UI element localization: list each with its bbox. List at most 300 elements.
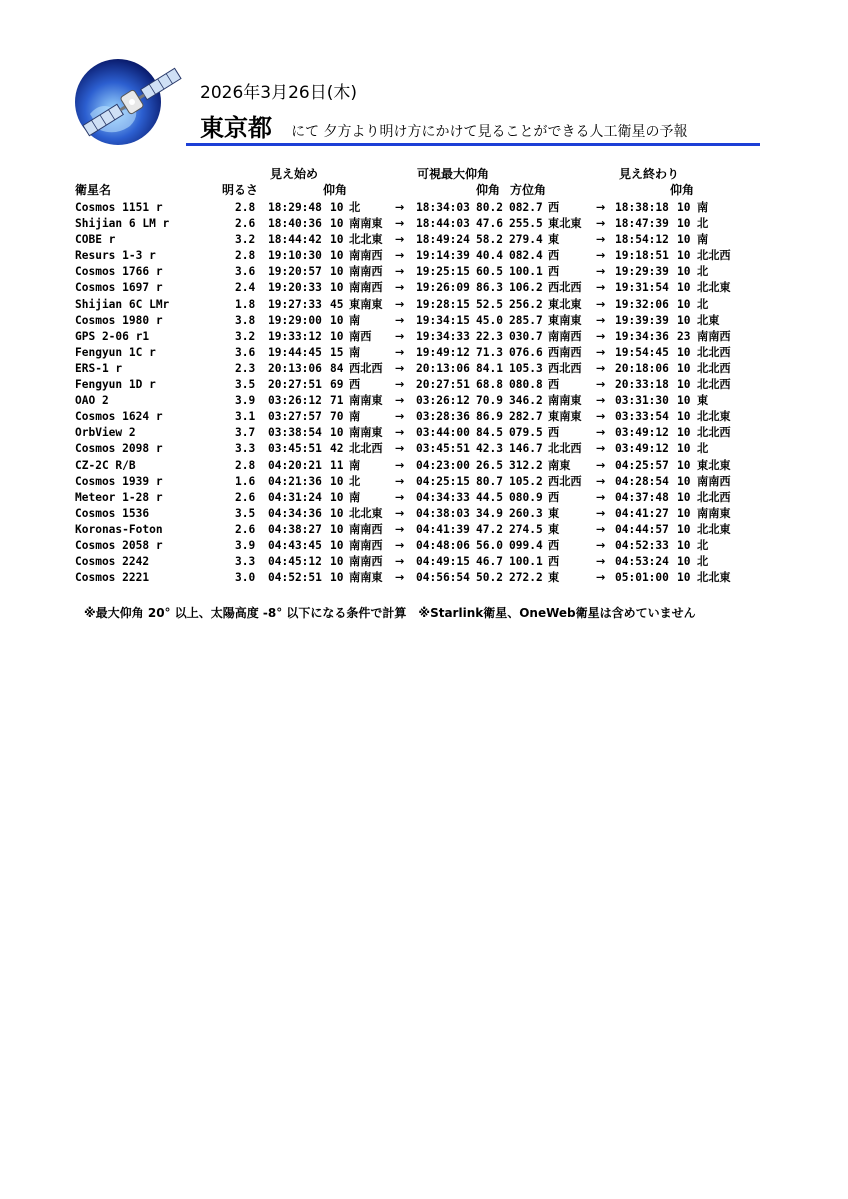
end-elevation: 10 — [677, 522, 691, 536]
table-row — [0, 554, 848, 570]
end-time: 19:29:39 — [615, 265, 669, 279]
table-row — [0, 393, 848, 409]
start-direction: 南 — [349, 458, 361, 472]
start-time: 20:27:51 — [268, 378, 322, 392]
page-title — [200, 108, 688, 143]
max-time: 03:44:00 — [416, 426, 470, 440]
magnitude: 3.2 — [235, 329, 256, 343]
max-time: 04:49:15 — [416, 555, 470, 569]
start-direction: 北 — [349, 201, 361, 214]
satellite-name: GPS 2-06 r1 — [75, 329, 150, 343]
satellite-name: Cosmos 2058 r — [75, 538, 163, 552]
table-row — [0, 506, 848, 522]
arrow-icon: → — [395, 281, 405, 295]
start-direction: 南 — [349, 410, 361, 424]
max-direction: 東 — [548, 571, 560, 585]
arrow-icon: → — [596, 426, 606, 440]
satellite-name: CZ-2C R/B — [75, 458, 136, 472]
start-direction: 南南西 — [349, 281, 383, 295]
start-time: 04:38:27 — [268, 522, 322, 536]
magnitude: 3.6 — [235, 265, 256, 279]
arrow-icon: → — [395, 217, 405, 231]
end-direction: 北北西 — [697, 426, 731, 440]
end-elevation: 10 — [677, 361, 691, 375]
end-time: 18:38:18 — [615, 201, 669, 214]
start-elevation: 69 — [330, 378, 344, 392]
magnitude: 2.6 — [235, 522, 256, 536]
end-direction: 東北東 — [697, 458, 731, 472]
end-elevation: 10 — [677, 201, 691, 214]
magnitude: 3.6 — [235, 345, 256, 359]
max-elevation: 44.5 — [476, 490, 503, 504]
start-time: 03:26:12 — [268, 394, 322, 408]
magnitude: 3.7 — [235, 426, 256, 440]
start-direction: 西 — [349, 378, 361, 392]
city-name: 東京都 — [200, 114, 272, 142]
forecast-table — [0, 200, 848, 586]
max-direction: 西北西 — [548, 361, 582, 375]
table-row — [0, 377, 848, 393]
start-time: 19:20:57 — [268, 265, 322, 279]
max-time: 04:38:03 — [416, 506, 470, 520]
satellite-name: Shijian 6 LM r — [75, 217, 170, 231]
satellite-name: Resurs 1-3 r — [75, 249, 156, 263]
satellite-name: Cosmos 2221 — [75, 571, 150, 585]
arrow-icon: → — [395, 410, 405, 424]
max-elevation: 86.9 — [476, 410, 503, 424]
header-max-group: 可視最大仰角 — [417, 167, 490, 181]
max-elevation: 26.5 — [476, 458, 503, 472]
start-elevation: 10 — [330, 233, 344, 247]
max-elevation: 70.9 — [476, 394, 503, 408]
magnitude: 3.8 — [235, 313, 256, 327]
max-direction: 西 — [548, 538, 560, 552]
end-direction: 北北東 — [697, 281, 731, 295]
end-elevation: 10 — [677, 458, 691, 472]
max-azimuth: 076.6 — [509, 345, 543, 359]
max-azimuth: 106.2 — [509, 281, 543, 295]
satellite-name: Cosmos 1766 r — [75, 265, 163, 279]
end-time: 03:33:54 — [615, 410, 669, 424]
max-azimuth: 312.2 — [509, 458, 543, 472]
arrow-icon: → — [596, 506, 606, 520]
start-time: 03:45:51 — [268, 442, 322, 456]
max-elevation: 34.9 — [476, 506, 503, 520]
arrow-icon: → — [596, 522, 606, 536]
header-start-group: 見え始め — [270, 167, 319, 181]
start-elevation: 10 — [330, 313, 344, 327]
satellite-name: Koronas-Foton — [75, 522, 163, 536]
arrow-icon: → — [596, 538, 606, 552]
start-elevation: 10 — [330, 201, 344, 214]
header-magnitude: 明るさ — [222, 183, 259, 197]
max-direction: 東南東 — [548, 313, 582, 327]
end-direction: 北 — [697, 297, 709, 311]
end-time: 05:01:00 — [615, 571, 669, 585]
end-direction: 北北西 — [697, 249, 731, 263]
end-elevation: 10 — [677, 506, 691, 520]
satellite-name: Cosmos 1536 — [75, 506, 150, 520]
max-direction: 西 — [548, 265, 560, 279]
max-time: 03:28:36 — [416, 410, 470, 424]
satellite-name: Cosmos 1151 r — [75, 201, 163, 214]
start-direction: 南南西 — [349, 555, 383, 569]
arrow-icon: → — [395, 329, 405, 343]
satellite-name: Cosmos 2242 — [75, 555, 150, 569]
header-divider — [186, 143, 760, 146]
end-direction: 南南西 — [697, 474, 731, 488]
satellite-name: Fengyun 1D r — [75, 378, 156, 392]
start-direction: 南南東 — [349, 394, 383, 408]
start-time: 04:31:24 — [268, 490, 322, 504]
magnitude: 2.8 — [235, 249, 256, 263]
arrow-icon: → — [596, 345, 606, 359]
max-direction: 東北東 — [548, 217, 582, 231]
magnitude: 2.3 — [235, 361, 256, 375]
max-direction: 西南西 — [548, 345, 582, 359]
end-elevation: 10 — [677, 265, 691, 279]
max-time: 04:41:39 — [416, 522, 470, 536]
arrow-icon: → — [596, 378, 606, 392]
header-azimuth: 方位角 — [510, 183, 547, 197]
arrow-icon: → — [596, 442, 606, 456]
arrow-icon: → — [395, 345, 405, 359]
end-time: 20:33:18 — [615, 378, 669, 392]
end-elevation: 10 — [677, 474, 691, 488]
max-azimuth: 105.2 — [509, 474, 543, 488]
magnitude: 3.2 — [235, 233, 256, 247]
header-name: 衛星名 — [75, 183, 112, 197]
table-row — [0, 329, 848, 345]
end-elevation: 10 — [677, 345, 691, 359]
start-direction: 南 — [349, 345, 361, 359]
magnitude: 2.6 — [235, 490, 256, 504]
start-direction: 北北東 — [349, 506, 383, 520]
start-direction: 東南東 — [349, 297, 383, 311]
max-azimuth: 030.7 — [509, 329, 543, 343]
arrow-icon: → — [596, 571, 606, 585]
max-time: 19:34:33 — [416, 329, 470, 343]
start-elevation: 15 — [330, 345, 344, 359]
start-direction: 南 — [349, 313, 361, 327]
magnitude: 1.8 — [235, 297, 256, 311]
arrow-icon: → — [395, 297, 405, 311]
start-elevation: 10 — [330, 506, 344, 520]
table-row — [0, 216, 848, 232]
table-row — [0, 248, 848, 264]
satellite-name: Cosmos 1980 r — [75, 313, 163, 327]
satellite-name: Shijian 6C LMr — [75, 297, 170, 311]
magnitude: 3.3 — [235, 555, 256, 569]
end-direction: 北 — [697, 217, 709, 231]
satellite-name: Meteor 1-28 r — [75, 490, 163, 504]
end-time: 03:31:30 — [615, 394, 669, 408]
max-time: 19:28:15 — [416, 297, 470, 311]
start-time: 04:20:21 — [268, 458, 322, 472]
end-direction: 北 — [697, 265, 709, 279]
start-time: 04:52:51 — [268, 571, 322, 585]
arrow-icon: → — [395, 458, 405, 472]
end-elevation: 10 — [677, 555, 691, 569]
arrow-icon: → — [395, 506, 405, 520]
magnitude: 3.3 — [235, 442, 256, 456]
end-elevation: 23 — [677, 329, 691, 343]
end-direction: 南南東 — [697, 506, 731, 520]
magnitude: 3.0 — [235, 571, 256, 585]
start-elevation: 10 — [330, 538, 344, 552]
end-elevation: 10 — [677, 442, 691, 456]
table-row — [0, 425, 848, 441]
end-time: 19:18:51 — [615, 249, 669, 263]
arrow-icon: → — [395, 442, 405, 456]
max-direction: 西 — [548, 201, 560, 214]
max-direction: 西 — [548, 378, 560, 392]
arrow-icon: → — [395, 233, 405, 247]
start-elevation: 10 — [330, 426, 344, 440]
satellite-name: OrbView 2 — [75, 426, 136, 440]
end-direction: 北東 — [697, 313, 720, 327]
start-direction: 南南西 — [349, 265, 383, 279]
end-time: 19:39:39 — [615, 313, 669, 327]
max-azimuth: 080.8 — [509, 378, 543, 392]
end-elevation: 10 — [677, 217, 691, 231]
start-elevation: 10 — [330, 490, 344, 504]
arrow-icon: → — [596, 361, 606, 375]
start-time: 18:40:36 — [268, 217, 322, 231]
max-time: 03:26:12 — [416, 394, 470, 408]
max-time: 20:27:51 — [416, 378, 470, 392]
satellite-name: COBE r — [75, 233, 116, 247]
start-direction: 南南東 — [349, 217, 383, 231]
header-elevation-end: 仰角 — [670, 183, 695, 197]
arrow-icon: → — [395, 201, 405, 214]
max-azimuth: 079.5 — [509, 426, 543, 440]
start-elevation: 10 — [330, 474, 344, 488]
start-time: 04:34:36 — [268, 506, 322, 520]
end-time: 04:44:57 — [615, 522, 669, 536]
arrow-icon: → — [395, 394, 405, 408]
end-time: 04:52:33 — [615, 538, 669, 552]
start-elevation: 10 — [330, 249, 344, 263]
arrow-icon: → — [395, 265, 405, 279]
end-elevation: 10 — [677, 281, 691, 295]
table-row — [0, 570, 848, 586]
max-elevation: 42.3 — [476, 442, 503, 456]
max-time: 20:13:06 — [416, 361, 470, 375]
start-direction: 南南東 — [349, 426, 383, 440]
magnitude: 3.5 — [235, 506, 256, 520]
table-row — [0, 361, 848, 377]
magnitude: 2.4 — [235, 281, 256, 295]
start-time: 03:27:57 — [268, 410, 322, 424]
max-time: 04:25:15 — [416, 474, 470, 488]
footnote: ※最大仰角 20° 以上、太陽高度 -8° 以下になる条件で計算 ※Starlink衛星、OneWeb衛星は含めていません — [84, 606, 696, 620]
max-direction: 南南東 — [548, 394, 582, 408]
end-direction: 北 — [697, 538, 709, 552]
arrow-icon: → — [395, 490, 405, 504]
table-row — [0, 297, 848, 313]
table-row — [0, 409, 848, 425]
start-elevation: 11 — [330, 458, 344, 472]
magnitude: 2.8 — [235, 201, 256, 214]
satellite-over-earth-icon — [70, 52, 190, 152]
max-direction: 西北西 — [548, 474, 582, 488]
max-azimuth: 260.3 — [509, 506, 543, 520]
max-elevation: 58.2 — [476, 233, 503, 247]
max-elevation: 45.0 — [476, 313, 503, 327]
end-time: 03:49:12 — [615, 426, 669, 440]
table-row — [0, 345, 848, 361]
table-row — [0, 538, 848, 554]
start-elevation: 70 — [330, 410, 344, 424]
max-elevation: 40.4 — [476, 249, 503, 263]
end-direction: 北 — [697, 442, 709, 456]
start-elevation: 45 — [330, 297, 344, 311]
max-direction: 北北西 — [548, 442, 582, 456]
start-time: 20:13:06 — [268, 361, 322, 375]
end-elevation: 10 — [677, 378, 691, 392]
table-row — [0, 200, 848, 216]
max-direction: 東南東 — [548, 410, 582, 424]
arrow-icon: → — [395, 313, 405, 327]
start-direction: 西北西 — [349, 361, 383, 375]
max-direction: 東 — [548, 522, 560, 536]
max-elevation: 50.2 — [476, 571, 503, 585]
end-elevation: 10 — [677, 426, 691, 440]
max-elevation: 47.2 — [476, 522, 503, 536]
max-direction: 東 — [548, 506, 560, 520]
max-azimuth: 274.5 — [509, 522, 543, 536]
max-azimuth: 105.3 — [509, 361, 543, 375]
arrow-icon: → — [395, 538, 405, 552]
start-time: 19:27:33 — [268, 297, 322, 311]
end-direction: 北北西 — [697, 361, 731, 375]
end-direction: 北北西 — [697, 378, 731, 392]
arrow-icon: → — [395, 571, 405, 585]
table-row — [0, 313, 848, 329]
start-elevation: 84 — [330, 361, 344, 375]
report-date: 2026年3月26日(木) — [200, 83, 357, 103]
end-time: 04:37:48 — [615, 490, 669, 504]
max-direction: 西 — [548, 490, 560, 504]
arrow-icon: → — [596, 394, 606, 408]
start-direction: 南南西 — [349, 249, 383, 263]
end-time: 19:54:45 — [615, 345, 669, 359]
end-direction: 東 — [697, 394, 709, 408]
max-time: 03:45:51 — [416, 442, 470, 456]
table-row — [0, 441, 848, 457]
max-time: 19:14:39 — [416, 249, 470, 263]
max-time: 18:44:03 — [416, 217, 470, 231]
max-time: 04:56:54 — [416, 571, 470, 585]
max-azimuth: 256.2 — [509, 297, 543, 311]
end-direction: 北北西 — [697, 490, 731, 504]
max-time: 18:34:03 — [416, 201, 470, 214]
arrow-icon: → — [596, 233, 606, 247]
max-elevation: 52.5 — [476, 297, 503, 311]
end-elevation: 10 — [677, 571, 691, 585]
max-time: 04:23:00 — [416, 458, 470, 472]
max-direction: 南東 — [548, 458, 571, 472]
end-time: 18:47:39 — [615, 217, 669, 231]
start-elevation: 10 — [330, 329, 344, 343]
end-elevation: 10 — [677, 313, 691, 327]
arrow-icon: → — [596, 329, 606, 343]
magnitude: 2.6 — [235, 217, 256, 231]
start-direction: 北 — [349, 474, 361, 488]
start-direction: 南 — [349, 490, 361, 504]
page-subtitle: にて 夕方より明け方にかけて見ることができる人工衛星の予報 — [291, 124, 688, 140]
end-direction: 南 — [697, 233, 709, 247]
max-elevation: 86.3 — [476, 281, 503, 295]
start-elevation: 42 — [330, 442, 344, 456]
start-direction: 北北東 — [349, 233, 383, 247]
max-azimuth: 100.1 — [509, 265, 543, 279]
arrow-icon: → — [596, 265, 606, 279]
max-azimuth: 285.7 — [509, 313, 543, 327]
max-elevation: 22.3 — [476, 329, 503, 343]
max-azimuth: 255.5 — [509, 217, 543, 231]
header-elevation-start: 仰角 — [323, 183, 348, 197]
max-azimuth: 146.7 — [509, 442, 543, 456]
table-row — [0, 232, 848, 248]
max-azimuth: 080.9 — [509, 490, 543, 504]
max-direction: 東北東 — [548, 297, 582, 311]
max-elevation: 80.7 — [476, 474, 503, 488]
magnitude: 3.9 — [235, 394, 256, 408]
end-direction: 北北西 — [697, 345, 731, 359]
end-elevation: 10 — [677, 233, 691, 247]
max-elevation: 47.6 — [476, 217, 503, 231]
magnitude: 3.1 — [235, 410, 256, 424]
start-direction: 南南西 — [349, 538, 383, 552]
max-direction: 南南西 — [548, 329, 582, 343]
satellite-name: OAO 2 — [75, 394, 109, 408]
end-direction: 北 — [697, 555, 709, 569]
start-elevation: 10 — [330, 522, 344, 536]
end-direction: 北北東 — [697, 522, 731, 536]
end-elevation: 10 — [677, 410, 691, 424]
max-direction: 西 — [548, 555, 560, 569]
satellite-name: Cosmos 2098 r — [75, 442, 163, 456]
arrow-icon: → — [395, 426, 405, 440]
end-elevation: 10 — [677, 490, 691, 504]
table-row — [0, 458, 848, 474]
satellite-name: Cosmos 1939 r — [75, 474, 163, 488]
arrow-icon: → — [395, 474, 405, 488]
start-time: 18:29:48 — [268, 201, 322, 214]
table-row — [0, 522, 848, 538]
max-time: 19:26:09 — [416, 281, 470, 295]
arrow-icon: → — [395, 361, 405, 375]
end-elevation: 10 — [677, 297, 691, 311]
end-time: 18:54:12 — [615, 233, 669, 247]
table-row — [0, 490, 848, 506]
max-azimuth: 099.4 — [509, 538, 543, 552]
start-direction: 南南東 — [349, 571, 383, 585]
arrow-icon: → — [395, 378, 405, 392]
arrow-icon: → — [596, 490, 606, 504]
start-time: 19:44:45 — [268, 345, 322, 359]
max-elevation: 71.3 — [476, 345, 503, 359]
max-elevation: 46.7 — [476, 555, 503, 569]
end-time: 04:41:27 — [615, 506, 669, 520]
start-elevation: 10 — [330, 571, 344, 585]
arrow-icon: → — [596, 313, 606, 327]
arrow-icon: → — [596, 249, 606, 263]
end-time: 19:34:36 — [615, 329, 669, 343]
start-time: 19:33:12 — [268, 329, 322, 343]
